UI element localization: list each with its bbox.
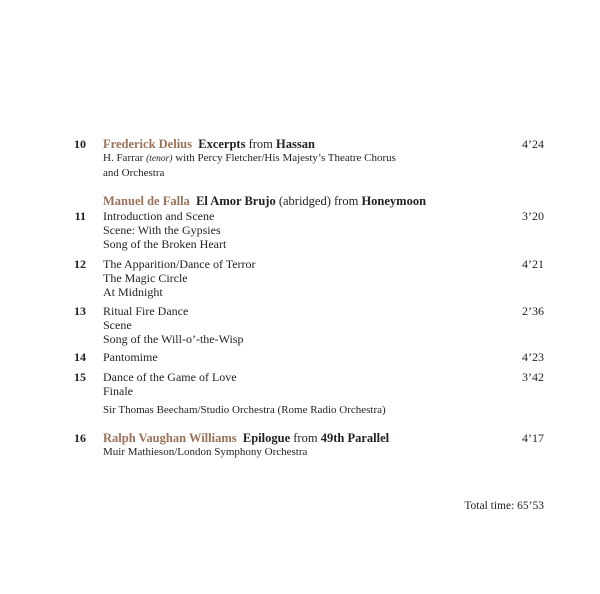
work-title: Epilogue: [242, 431, 291, 445]
movement-title: Song of the Will-o’-the-Wisp: [103, 332, 244, 346]
track-number: 12: [74, 257, 86, 271]
composer-name: Ralph Vaughan Williams: [103, 431, 237, 445]
movement-title: Song of the Broken Heart: [103, 237, 227, 251]
movement-title: At Midnight: [103, 285, 163, 299]
track-number: 11: [74, 209, 86, 223]
movement-title: Finale: [103, 384, 133, 398]
track-duration: 2’36: [522, 304, 544, 318]
movement-title: The Apparition/Dance of Terror: [103, 257, 256, 271]
track-duration: 3’42: [522, 370, 544, 384]
track-number: 16: [74, 431, 86, 445]
performer-line: [103, 151, 503, 166]
abridged-note: (abridged) from: [278, 194, 359, 208]
track-number: 13: [74, 304, 86, 318]
from-word: from: [293, 431, 318, 445]
track-details: [103, 431, 503, 459]
track-heading: [103, 137, 503, 151]
movement-title: The Magic Circle: [103, 271, 188, 285]
work-heading-body: [103, 194, 503, 208]
track-details: [103, 370, 503, 417]
source-title: 49th Parallel: [320, 431, 390, 445]
track-number: 14: [74, 350, 86, 364]
track-heading: [103, 431, 503, 445]
track-details: [103, 350, 503, 364]
track-duration: 3’20: [522, 209, 544, 223]
voice-type: (tenor): [146, 154, 173, 164]
movement-title: Ritual Fire Dance: [103, 304, 189, 318]
performer-line: Sir Thomas Beecham/Studio Orchestra (Rome Radio Orchestra): [103, 404, 386, 416]
work-title: El Amor Brujo: [196, 194, 276, 208]
total-time: Total time: 65’53: [464, 500, 544, 512]
from-word: from: [248, 137, 273, 151]
track-number: 15: [74, 370, 86, 384]
performer-line: Muir Mathieson/London Symphony Orchestra: [103, 446, 308, 458]
movement-title: Scene: [103, 318, 132, 332]
movement-title: Introduction and Scene: [103, 209, 215, 223]
performer-ensemble: with Percy Fletcher/His Majesty’s Theatre Chorus: [175, 152, 396, 164]
track-duration: 4’24: [522, 137, 544, 151]
composer-name: Manuel de Falla: [103, 194, 190, 208]
performer-line-cont: and Orchestra: [103, 167, 165, 179]
track-duration: 4’21: [522, 257, 544, 271]
composer-name: Frederick Delius: [103, 137, 192, 151]
track-details: [103, 257, 503, 299]
track-number: 10: [74, 137, 86, 151]
work-title: Excerpts: [198, 137, 246, 151]
source-title: Honeymoon: [361, 194, 427, 208]
track-heading: [103, 194, 503, 208]
track-details: [103, 209, 503, 251]
track-details: [103, 304, 503, 346]
movement-title: Pantomime: [103, 350, 158, 364]
movement-title: Scene: With the Gypsies: [103, 223, 221, 237]
track-duration: 4’23: [522, 350, 544, 364]
performer-name: H. Farrar: [103, 152, 144, 164]
track-details: [103, 137, 503, 180]
source-title: Hassan: [276, 137, 315, 151]
movement-title: Dance of the Game of Love: [103, 370, 237, 384]
track-duration: 4’17: [522, 431, 544, 445]
